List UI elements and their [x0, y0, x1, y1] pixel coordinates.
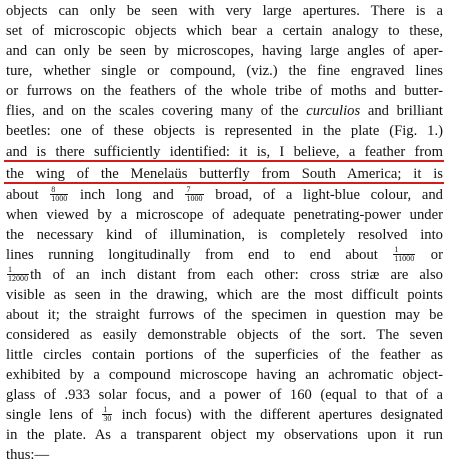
fraction-numerator: 1	[102, 406, 112, 415]
red-underline-rule	[4, 160, 444, 162]
text-segment: single lens of	[6, 407, 102, 423]
text-line-23: thus:—	[6, 447, 50, 463]
italic-word-curculios: curculios	[306, 103, 361, 119]
text-line-20: glass of .933 solar focus, and a power of 160 (equal to that of a	[6, 387, 443, 403]
text-line-9: the wing of the Menelaüs butterfly from South America; it is	[6, 166, 443, 182]
text-segment: flies, and on the scales covering many of the	[6, 103, 307, 119]
text-line-5: or furrows on the feathers of the whole tribe of moths and butter-	[6, 83, 443, 99]
text-segment: and brilliant	[360, 103, 443, 119]
fraction-numerator: 8	[50, 186, 68, 195]
fraction-denominator: 1000	[186, 194, 203, 203]
fraction-numerator: 1	[393, 246, 415, 255]
fraction	[50, 186, 68, 203]
text-segment: lines running longitudinally from end to end about	[6, 247, 393, 263]
text-segment: broad, of a light-blue colour, and	[204, 187, 443, 203]
text-line-4: ture, whether single or compound, (viz.) the fine engraved lines	[6, 63, 443, 79]
fraction	[7, 266, 29, 283]
text-line-13	[6, 246, 443, 264]
text-line-14	[6, 266, 443, 284]
text-line-16: about it; the straight furrows of the specimen in question may be	[6, 307, 443, 323]
fraction-denominator: 12000	[8, 274, 29, 283]
text-line-12: the necessary kind of illumination, is completely resolved into	[6, 227, 443, 243]
text-segment: th of an inch distant from each other: cross striæ are also	[30, 267, 443, 283]
text-line-2: set of microscopic objects which bear a certain analogy to these,	[6, 23, 443, 39]
text-line-7: beetles: one of these objects is represented in the plate (Fig. 1.)	[6, 123, 443, 139]
text-segment: or	[416, 247, 443, 263]
text-segment: inch long and	[69, 187, 185, 203]
text-line-3: and can only be seen by microscopes, having large angles of aper-	[6, 43, 443, 59]
fraction-numerator: 1	[7, 266, 29, 275]
fraction	[102, 406, 112, 423]
text-segment: inch focus) with the different apertures designated	[113, 407, 443, 423]
fraction-denominator: 1000	[51, 194, 68, 203]
red-underline-rule-2	[4, 182, 444, 184]
text-line-11: when viewed by a microscope of adequate penetrating-power under	[6, 207, 443, 223]
text-line-22: in the plate. As a transparent object my observations upon it run	[6, 427, 443, 443]
text-line-6	[6, 102, 443, 120]
text-line-17: considered as easily demonstrable objects of the sort. The seven	[6, 327, 443, 343]
fraction-denominator: 30	[103, 414, 112, 423]
text-line-10	[6, 186, 443, 204]
fraction-numerator: 7	[185, 186, 203, 195]
text-line-1: objects can only be seen with very large apertures. There is a	[6, 3, 443, 19]
fraction	[393, 246, 415, 263]
text-line-21	[6, 406, 443, 424]
fraction-denominator: 11000	[394, 254, 415, 263]
text-segment: about	[6, 187, 50, 203]
text-line-15: visible as seen in the drawing, which are the most difficult points	[6, 287, 443, 303]
fraction	[185, 186, 203, 203]
text-line-19: exhibited by a compound microscope having an achromatic object-	[6, 367, 443, 383]
text-line-8: and is there sufficiently identified: it is, I believe, a feather from	[6, 144, 443, 160]
text-line-18: little circles contain portions of the superficies of the feather as	[6, 347, 443, 363]
